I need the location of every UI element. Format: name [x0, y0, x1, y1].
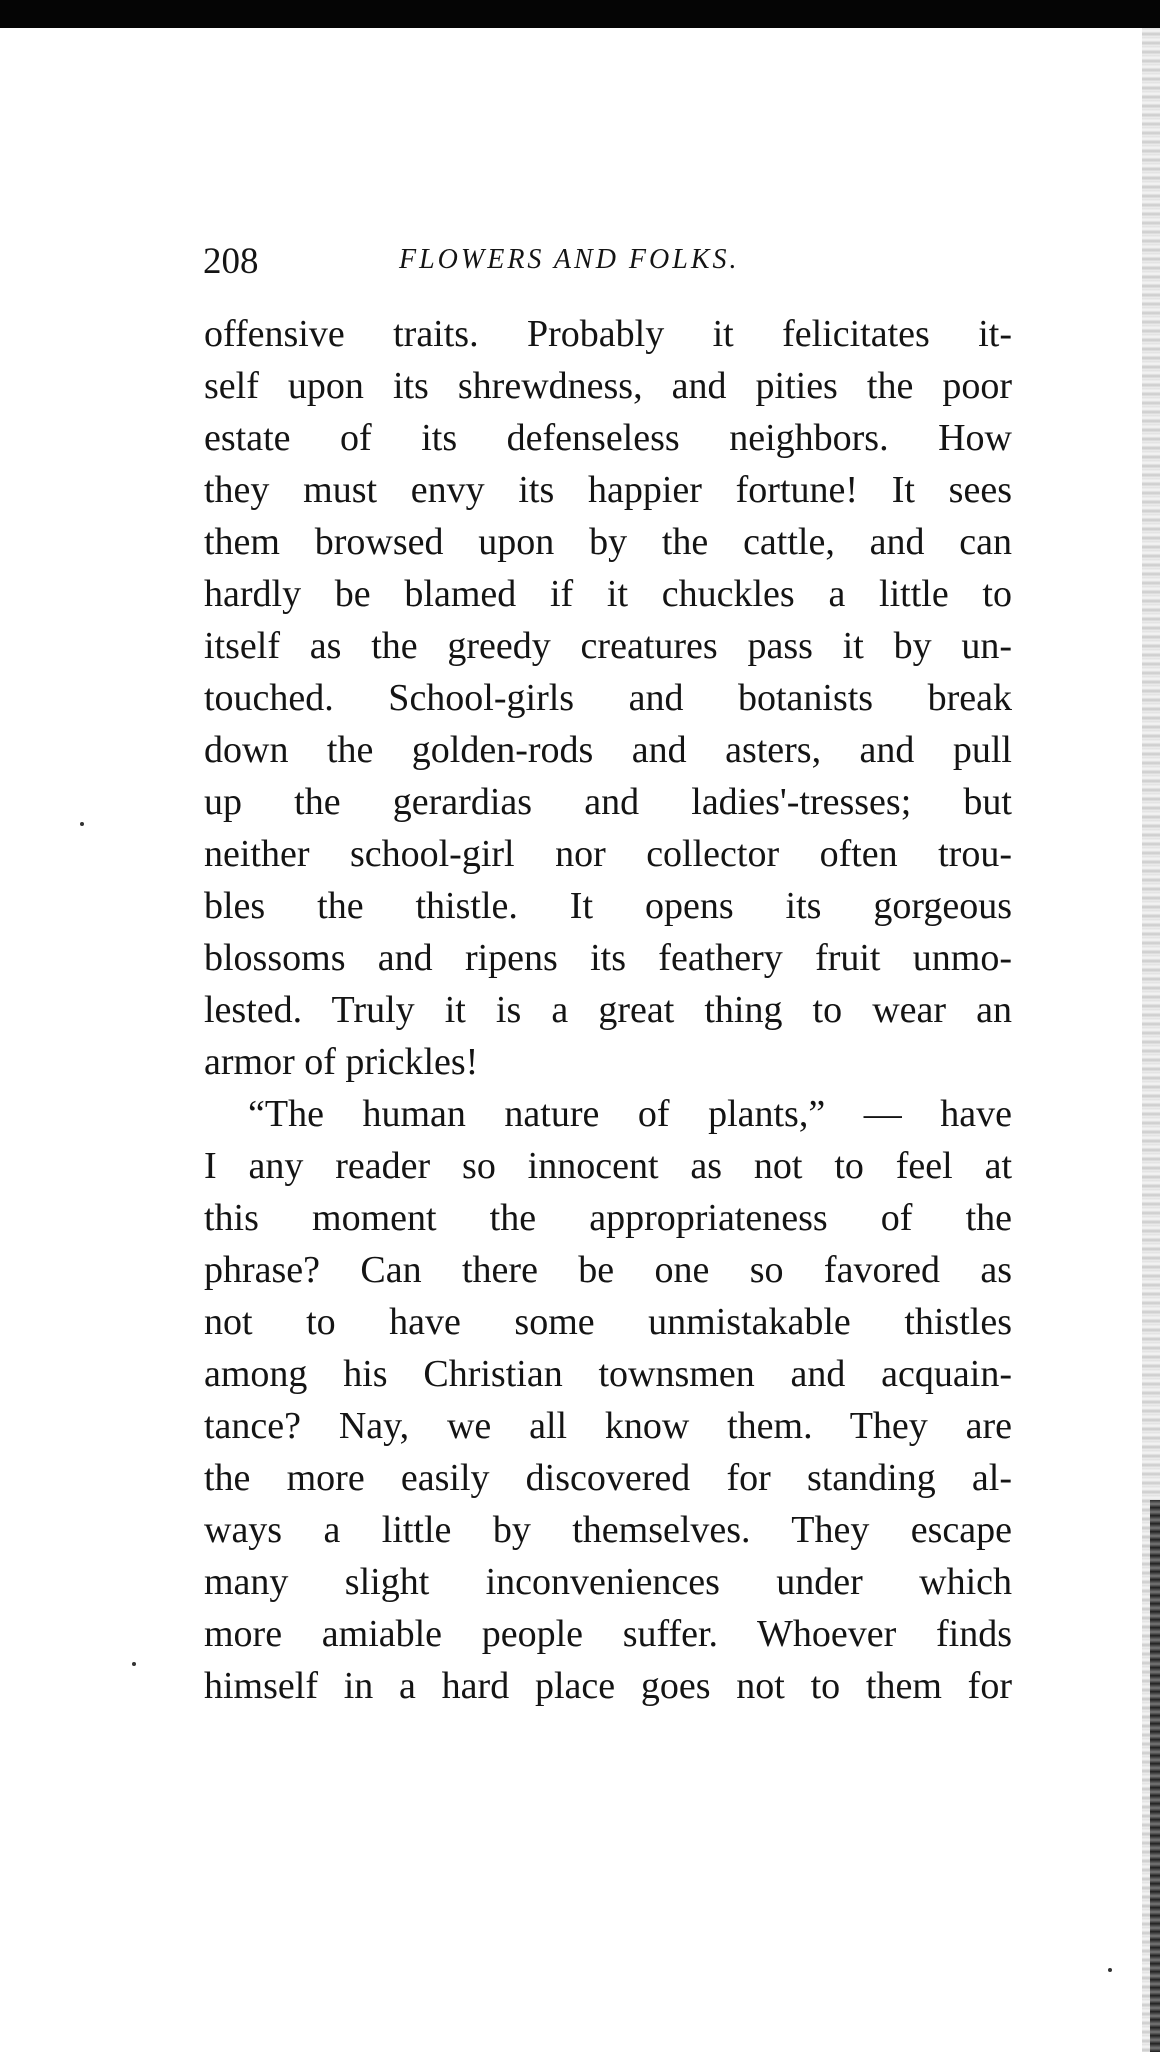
paragraph-first-line: “The human nature of plants,” — have — [248, 1093, 1012, 1135]
text-line: them browsed upon by the cattle, and can — [204, 521, 1012, 563]
text-line: phrase? Can there be one so favored as — [204, 1249, 1012, 1291]
scan-speck — [80, 822, 84, 826]
running-title: FLOWERS AND FOLKS. — [399, 244, 740, 275]
text-line: hardly be blamed if it chuckles a little to — [204, 573, 1012, 615]
text-line: they must envy its happier fortune! It sees — [204, 469, 1012, 511]
text-line: offensive traits. Probably it felicitates it- — [204, 313, 1012, 355]
text-line: down the golden-rods and asters, and pull — [204, 729, 1012, 771]
text-line: more amiable people suffer. Whoever finds — [204, 1613, 1012, 1655]
scan-speck — [1108, 1968, 1112, 1972]
text-line: among his Christian townsmen and acquain- — [204, 1353, 1012, 1395]
text-line: this moment the appropriateness of the — [204, 1197, 1012, 1239]
scan-speck — [132, 1662, 136, 1666]
text-line: the more easily discovered for standing al- — [204, 1457, 1012, 1499]
text-line: up the gerardias and ladies'-tresses; but — [204, 781, 1012, 823]
text-line: self upon its shrewdness, and pities the poor — [204, 365, 1012, 407]
scan-page-edge-shadow — [1150, 1500, 1160, 2052]
text-line: not to have some unmistakable thistles — [204, 1301, 1012, 1343]
text-line: I any reader so innocent as not to feel at — [204, 1145, 1012, 1187]
body-text — [204, 308, 1012, 1712]
text-line: blossoms and ripens its feathery fruit unmo- — [204, 937, 1012, 979]
page-header — [203, 234, 1021, 290]
scan-top-border — [0, 0, 1160, 28]
paragraph-last-line: armor of prickles! — [204, 1041, 479, 1083]
text-line: many slight inconveniences under which — [204, 1561, 1012, 1603]
text-line: bles the thistle. It opens its gorgeous — [204, 885, 1012, 927]
text-line: itself as the greedy creatures pass it by un- — [204, 625, 1012, 667]
text-line: tance? Nay, we all know them. They are — [204, 1405, 1012, 1447]
text-line: himself in a hard place goes not to them for — [204, 1665, 1012, 1707]
text-line: touched. School-girls and botanists break — [204, 677, 1012, 719]
page-number: 208 — [203, 241, 259, 282]
text-line: lested. Truly it is a great thing to wear an — [204, 989, 1012, 1031]
text-line: neither school-girl nor collector often trou- — [204, 833, 1012, 875]
text-line: ways a little by themselves. They escape — [204, 1509, 1012, 1551]
text-line: estate of its defenseless neighbors. How — [204, 417, 1012, 459]
